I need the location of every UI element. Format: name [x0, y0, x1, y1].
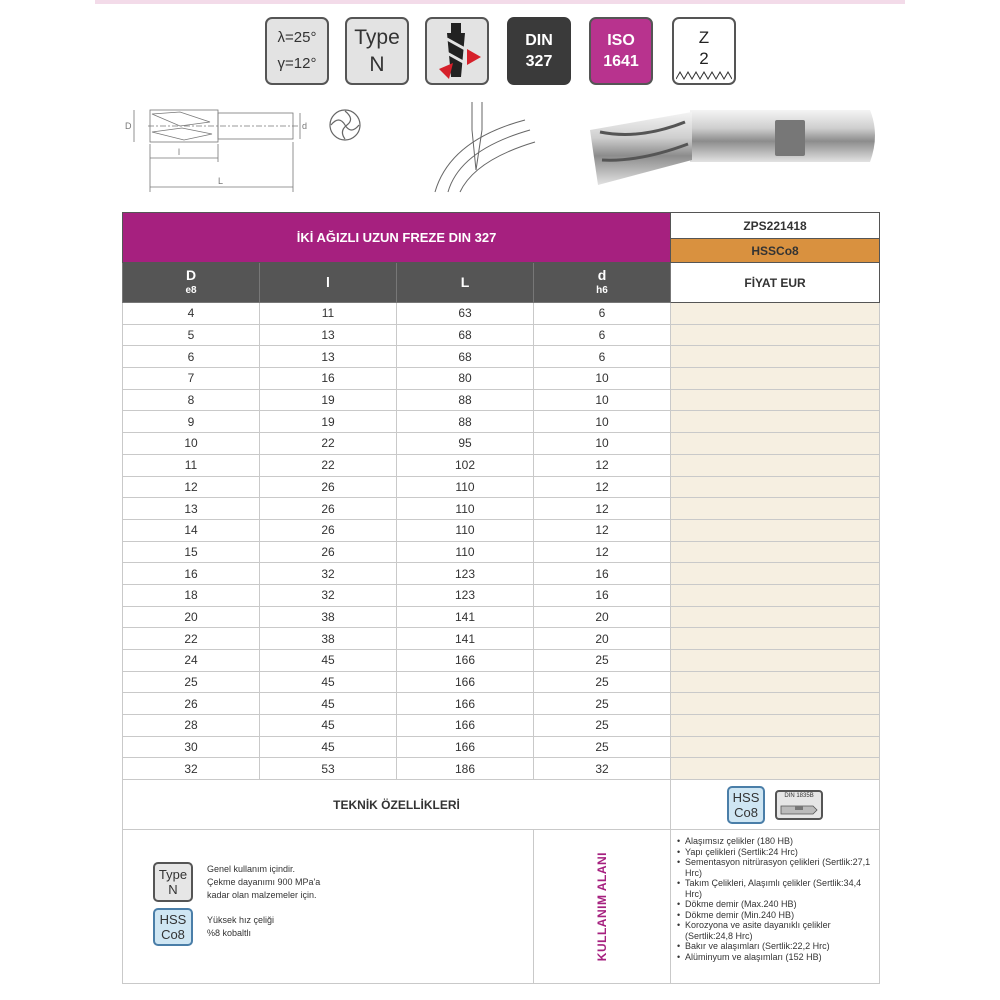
cell-L: 95 — [397, 433, 534, 455]
cell-D: 10 — [123, 433, 260, 455]
cell-price — [671, 758, 880, 780]
cell-D: 15 — [123, 541, 260, 563]
cell-d: 25 — [534, 693, 671, 715]
legend-type-badge — [153, 862, 193, 902]
legend-cell — [123, 830, 534, 984]
table-title: İKİ AĞIZLI UZUN FREZE DIN 327 — [123, 213, 671, 263]
spec-badges — [265, 17, 747, 85]
application-sketch — [430, 100, 540, 195]
technical-icons — [671, 780, 880, 830]
table-row — [123, 389, 880, 411]
cell-price — [671, 433, 880, 455]
cell-D: 18 — [123, 584, 260, 606]
cell-price — [671, 498, 880, 520]
iso-badge — [589, 17, 653, 85]
table-row — [123, 628, 880, 650]
material-label: HSSCo8 — [671, 239, 880, 263]
flute-count-badge — [672, 17, 736, 85]
cell-price — [671, 324, 880, 346]
cell-l: 32 — [260, 563, 397, 585]
cell-l: 45 — [260, 715, 397, 737]
cell-L: 186 — [397, 758, 534, 780]
cell-price — [671, 606, 880, 628]
cell-price — [671, 389, 880, 411]
cell-l: 26 — [260, 476, 397, 498]
cell-L: 166 — [397, 693, 534, 715]
cell-d: 10 — [534, 368, 671, 390]
cell-l: 45 — [260, 736, 397, 758]
usage-item: • Alüminyum ve alaşımları (152 HB) — [677, 952, 879, 963]
cell-price — [671, 454, 880, 476]
table-row — [123, 541, 880, 563]
cell-D: 30 — [123, 736, 260, 758]
cell-price — [671, 368, 880, 390]
cell-D: 22 — [123, 628, 260, 650]
cell-L: 110 — [397, 519, 534, 541]
header-L: L — [397, 263, 534, 303]
cell-d: 12 — [534, 476, 671, 498]
cell-D: 9 — [123, 411, 260, 433]
usage-cell — [671, 830, 880, 984]
table-row — [123, 563, 880, 585]
legend-hss-desc-1: Yüksek hız çeliği — [207, 915, 275, 926]
cell-l: 22 — [260, 454, 397, 476]
legend-hss-line1: HSS — [159, 912, 187, 928]
type-label: Type — [354, 26, 400, 49]
legend-type-desc-1: Genel kullanım içindir. — [207, 863, 296, 874]
usage-item: • Sementasyon nitrürasyon çelikleri (Sertlik:27,1 Hrc) — [677, 857, 879, 878]
legend-type-line1: Type — [158, 867, 188, 883]
hss-line2: Co8 — [734, 804, 758, 820]
hss-line1: HSS — [732, 789, 760, 805]
cell-d: 25 — [534, 671, 671, 693]
flute-teeth-icon — [676, 70, 732, 80]
legend-hss — [153, 908, 533, 946]
type-badge — [345, 17, 409, 85]
table-row — [123, 584, 880, 606]
helix-rake-angle-badge — [265, 17, 329, 85]
cell-L: 80 — [397, 368, 534, 390]
table-row — [123, 433, 880, 455]
cell-D: 32 — [123, 758, 260, 780]
cell-l: 19 — [260, 389, 397, 411]
cell-D: 20 — [123, 606, 260, 628]
dim-D-label: D — [125, 121, 132, 131]
header-d-text: d — [597, 266, 607, 283]
cell-price — [671, 693, 880, 715]
header-l: l — [260, 263, 397, 303]
cell-D: 24 — [123, 650, 260, 672]
product-table — [122, 212, 880, 984]
cell-l: 53 — [260, 758, 397, 780]
din-label: DIN — [525, 32, 553, 49]
cell-l: 26 — [260, 541, 397, 563]
cell-l: 22 — [260, 433, 397, 455]
cell-d: 10 — [534, 433, 671, 455]
cell-price — [671, 346, 880, 368]
cell-price — [671, 476, 880, 498]
din-value: 327 — [525, 53, 553, 70]
cell-price — [671, 736, 880, 758]
z-label: Z — [698, 28, 710, 47]
usage-label: KULLANIM ALANI — [595, 852, 610, 962]
cell-D: 6 — [123, 346, 260, 368]
cell-l: 32 — [260, 584, 397, 606]
legend-type-desc-3: kadar olan malzemeler için. — [207, 889, 317, 900]
cell-l: 38 — [260, 606, 397, 628]
cell-d: 12 — [534, 519, 671, 541]
usage-item: • Dökme demir (Max.240 HB) — [677, 899, 879, 910]
cell-l: 16 — [260, 368, 397, 390]
cell-d: 12 — [534, 454, 671, 476]
cell-L: 166 — [397, 671, 534, 693]
cell-L: 88 — [397, 411, 534, 433]
iso-label: ISO — [607, 32, 635, 49]
technical-title: TEKNİK ÖZELLİKLERİ — [123, 780, 671, 830]
legend-type-desc-2: Çekme dayanımı 900 MPa'a — [207, 876, 321, 887]
cell-price — [671, 541, 880, 563]
type-value: N — [369, 53, 385, 76]
cell-L: 102 — [397, 454, 534, 476]
table-body — [123, 303, 880, 780]
cell-L: 68 — [397, 324, 534, 346]
dim-L-label: L — [218, 176, 224, 186]
cell-d: 25 — [534, 650, 671, 672]
z-value: 2 — [699, 49, 709, 68]
dim-l-label: l — [178, 147, 180, 157]
end-mill-photo — [580, 100, 885, 195]
cell-d: 10 — [534, 411, 671, 433]
header-D-tolerance: e8 — [185, 284, 197, 296]
cell-D: 26 — [123, 693, 260, 715]
cell-d: 32 — [534, 758, 671, 780]
header-D-text: D — [185, 266, 197, 283]
cross-section-icon — [325, 105, 365, 145]
cell-price — [671, 628, 880, 650]
usage-list — [671, 830, 879, 962]
cell-d: 25 — [534, 736, 671, 758]
cell-d: 12 — [534, 498, 671, 520]
usage-label-cell — [534, 830, 671, 984]
cell-D: 11 — [123, 454, 260, 476]
table-row — [123, 650, 880, 672]
table-row — [123, 736, 880, 758]
legend-hss-desc — [207, 914, 274, 940]
table-row — [123, 606, 880, 628]
legend-hss-line2: Co8 — [161, 927, 185, 943]
legend-type — [153, 862, 533, 902]
cell-L: 141 — [397, 606, 534, 628]
cell-l: 26 — [260, 519, 397, 541]
header-price: FİYAT EUR — [671, 263, 880, 303]
cell-L: 68 — [397, 346, 534, 368]
cell-D: 25 — [123, 671, 260, 693]
cell-D: 14 — [123, 519, 260, 541]
cell-price — [671, 650, 880, 672]
cutting-direction-icon — [425, 17, 489, 85]
cell-L: 63 — [397, 303, 534, 325]
cell-L: 166 — [397, 715, 534, 737]
table-row — [123, 715, 880, 737]
cell-price — [671, 584, 880, 606]
table-row — [123, 303, 880, 325]
header-D — [123, 263, 260, 303]
cell-d: 6 — [534, 324, 671, 346]
cell-d: 20 — [534, 606, 671, 628]
cell-price — [671, 715, 880, 737]
cell-l: 26 — [260, 498, 397, 520]
usage-item: • Dökme demir (Min.240 HB) — [677, 910, 879, 921]
table-row — [123, 476, 880, 498]
cell-L: 110 — [397, 476, 534, 498]
cell-d: 6 — [534, 303, 671, 325]
cell-d: 12 — [534, 541, 671, 563]
cell-L: 110 — [397, 541, 534, 563]
table-row — [123, 346, 880, 368]
cell-L: 123 — [397, 584, 534, 606]
table-row — [123, 368, 880, 390]
cell-D: 13 — [123, 498, 260, 520]
din-shank-label: DIN 1835B — [784, 792, 814, 799]
legend-type-line2: N — [168, 882, 178, 898]
table-row — [123, 758, 880, 780]
legend-hss-desc-2: %8 kobaltlı — [207, 928, 252, 939]
cell-D: 8 — [123, 389, 260, 411]
cell-D: 4 — [123, 303, 260, 325]
cell-L: 110 — [397, 498, 534, 520]
usage-item: • Bakır ve alaşımları (Sertlik:22,2 Hrc) — [677, 941, 879, 952]
product-code: ZPS221418 — [671, 213, 880, 239]
cell-d: 16 — [534, 584, 671, 606]
cell-l: 13 — [260, 324, 397, 346]
cell-d: 16 — [534, 563, 671, 585]
cell-d: 10 — [534, 389, 671, 411]
helix-angle: λ=25° — [277, 29, 317, 46]
din-shank-icon — [775, 790, 823, 820]
cell-l: 38 — [260, 628, 397, 650]
cell-price — [671, 671, 880, 693]
cell-L: 166 — [397, 650, 534, 672]
hss-badge — [727, 786, 765, 824]
cell-price — [671, 411, 880, 433]
cell-L: 88 — [397, 389, 534, 411]
usage-item: • Takım Çelikleri, Alaşımlı çelikler (Sertlik:34,4 Hrc) — [677, 878, 879, 899]
cell-L: 123 — [397, 563, 534, 585]
cell-price — [671, 303, 880, 325]
cell-d: 25 — [534, 715, 671, 737]
cell-D: 12 — [123, 476, 260, 498]
cell-D: 28 — [123, 715, 260, 737]
legend-type-desc — [207, 863, 320, 902]
usage-item: • Yapı çelikleri (Sertlik:24 Hrc) — [677, 847, 879, 858]
header-d-tolerance: h6 — [596, 284, 608, 296]
cell-D: 16 — [123, 563, 260, 585]
cell-price — [671, 519, 880, 541]
table-row — [123, 498, 880, 520]
table-row — [123, 671, 880, 693]
cell-l: 45 — [260, 693, 397, 715]
cell-l: 19 — [260, 411, 397, 433]
header-d — [534, 263, 671, 303]
cell-price — [671, 563, 880, 585]
cell-L: 166 — [397, 736, 534, 758]
rake-angle: γ=12° — [277, 55, 317, 72]
table-row — [123, 454, 880, 476]
usage-item: • Korozyona ve asite dayanıklı çelikler (Sertlik:24,8 Hrc) — [677, 920, 879, 941]
cell-l: 45 — [260, 671, 397, 693]
cell-l: 45 — [260, 650, 397, 672]
dim-d-label: d — [302, 121, 308, 131]
usage-item: • Alaşımsız çelikler (180 HB) — [677, 836, 879, 847]
din-badge — [507, 17, 571, 85]
cell-D: 5 — [123, 324, 260, 346]
top-accent-line — [95, 0, 905, 4]
table-row — [123, 519, 880, 541]
cell-l: 13 — [260, 346, 397, 368]
cell-d: 6 — [534, 346, 671, 368]
legend-hss-badge — [153, 908, 193, 946]
cell-D: 7 — [123, 368, 260, 390]
table-row — [123, 324, 880, 346]
cell-d: 20 — [534, 628, 671, 650]
cell-L: 141 — [397, 628, 534, 650]
table-row — [123, 411, 880, 433]
table-row — [123, 693, 880, 715]
cell-l: 11 — [260, 303, 397, 325]
iso-value: 1641 — [603, 53, 639, 70]
